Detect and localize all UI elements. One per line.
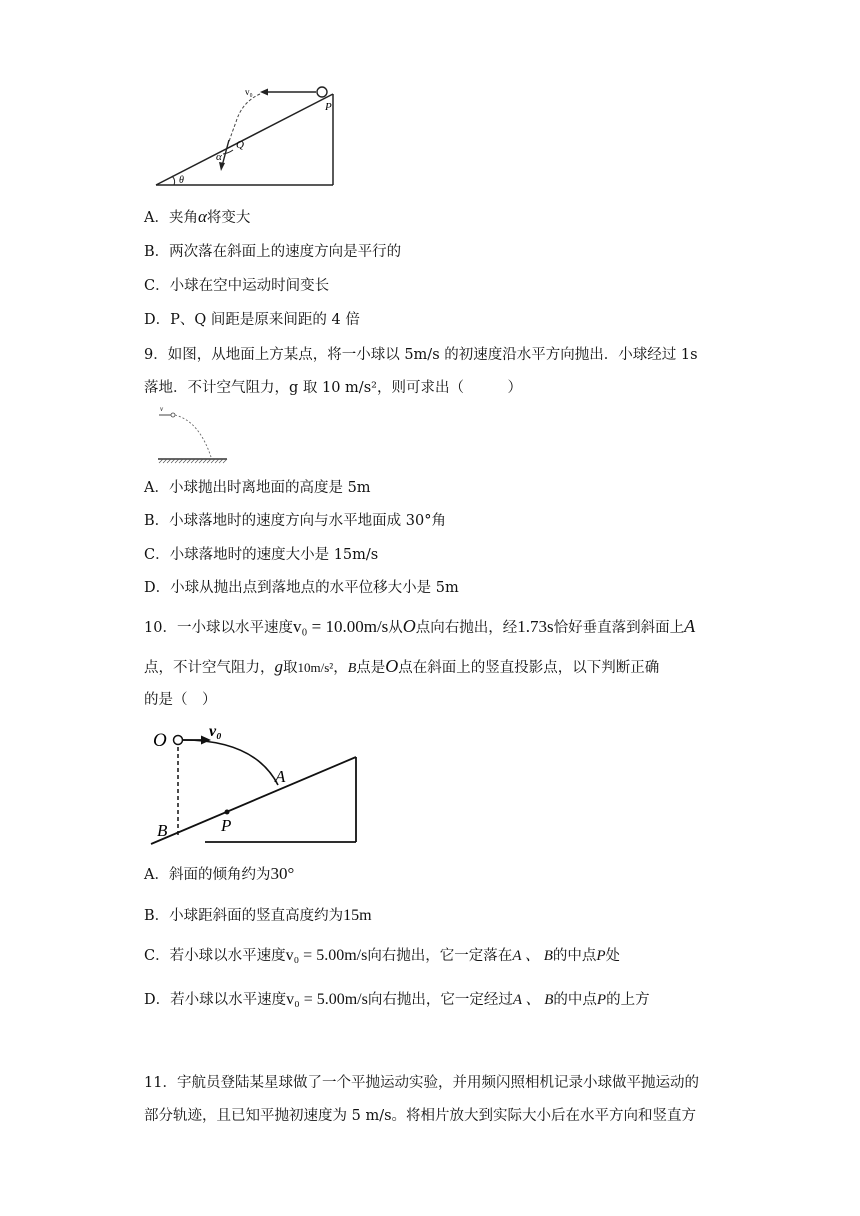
text: 点向右抛出，经 — [415, 620, 518, 636]
q8-option-d — [144, 310, 360, 330]
q8-option-c — [144, 276, 329, 296]
q9-stem-line1: 9．如图，从地面上方某点，将一小球以 5m/s 的初速度沿水平方向抛出．小球经过 1s — [144, 347, 698, 363]
v0-value: v₀ = 10.00m/s — [292, 617, 389, 636]
option-text: B．小球距斜面的竖直高度约为 — [144, 908, 344, 924]
q10-option-b — [144, 906, 372, 926]
label-theta: θ — [179, 175, 184, 186]
incline-slope — [156, 94, 333, 185]
v0-value: v₀ = 5.00m/s — [286, 991, 368, 1008]
angle-value: 30° — [270, 864, 295, 883]
option-text: 的上方 — [606, 992, 650, 1008]
q11-stem-line1: 11．宇航员登陆某星球做了一个平抛运动实验，并用频闪照相机记录小球做平抛运动的 — [144, 1075, 699, 1091]
option-text: P、Q 间距是原来间距的 4 倍 — [170, 312, 360, 328]
q10-option-a — [144, 864, 294, 885]
option-text: 向右抛出，它一定落在 — [367, 948, 513, 964]
text: 点在斜面上的竖直投影点，以下判断正确 — [398, 660, 660, 676]
point-P: P — [596, 948, 606, 964]
label-B: B — [157, 821, 168, 840]
g-value: 10m/s² — [297, 660, 334, 675]
height-value: 15m — [343, 907, 372, 924]
point-O: O — [385, 656, 399, 676]
text: 点是 — [356, 660, 386, 676]
trajectory — [229, 94, 260, 142]
q10-stem-line2 — [144, 656, 659, 679]
text: 取 — [283, 660, 298, 676]
label-Q: Q — [236, 139, 244, 151]
g-symbol: g — [274, 657, 283, 676]
text: 10．一小球以水平速度 — [144, 620, 293, 636]
label-v0: v₀ — [209, 723, 222, 740]
ball-start — [317, 87, 327, 97]
point-A: A — [684, 616, 696, 636]
q8-option-b — [144, 242, 401, 262]
points-AB: A 、 B — [512, 992, 554, 1008]
time-value: 1.73s — [517, 617, 554, 636]
q9-option-b: B．小球落地时的速度方向与水平地面成 30°角 — [144, 513, 446, 529]
q9-option-d: D．小球从抛出点到落地点的水平位移大小是 5m — [144, 580, 459, 596]
text: ， — [333, 660, 348, 676]
impact-arrowhead — [219, 162, 225, 171]
ball-O — [174, 736, 183, 745]
option-text: 处 — [605, 948, 621, 964]
option-text: 将变大 — [206, 210, 251, 226]
option-letter: D． — [144, 312, 171, 328]
projectile-figure-q9 — [155, 405, 230, 465]
point-B: B — [347, 661, 357, 676]
incline-figure-q10 — [145, 722, 370, 847]
q10-stem-line3: 的是（ ） — [144, 692, 217, 708]
option-text: 夹角 — [168, 210, 198, 226]
alpha-symbol: α — [197, 207, 207, 226]
trajectory — [183, 740, 278, 785]
option-text: 向右抛出，它一定经过 — [367, 992, 513, 1008]
q8-option-a — [144, 207, 250, 228]
option-letter: C． — [144, 278, 170, 294]
label-A: A — [275, 767, 286, 786]
q11-stem-line2: 部分轨迹，且已知平抛初速度为 5 m/s。将相片放大到实际大小后在水平方向和竖直方 — [144, 1108, 697, 1124]
option-text: C．若小球以水平速度 — [144, 948, 286, 964]
label-v0: v₀ — [245, 87, 253, 97]
label-O: O — [153, 730, 167, 751]
v0-value: v₀ = 5.00m/s — [285, 947, 368, 964]
v0-arrowhead — [260, 89, 268, 96]
option-letter: A． — [144, 210, 169, 226]
incline-figure-q8 — [150, 80, 350, 190]
text: 恰好垂直落到斜面上 — [553, 620, 685, 636]
point-O: O — [402, 616, 416, 636]
point-P: P — [596, 992, 607, 1008]
point-P — [225, 810, 230, 815]
label-P: P — [325, 101, 332, 113]
incline-slope — [151, 757, 356, 844]
q9-option-a: A．小球抛出时离地面的高度是 5m — [144, 480, 371, 496]
option-text: 两次落在斜面上的速度方向是平行的 — [169, 244, 402, 260]
option-text: A．斜面的倾角约为 — [144, 867, 271, 883]
option-letter: B． — [144, 244, 170, 260]
ball — [171, 413, 175, 417]
option-text: 小球在空中运动时间变长 — [169, 278, 330, 294]
label-v: v — [160, 405, 164, 413]
text: 从 — [388, 620, 403, 636]
option-text: 的中点 — [553, 992, 597, 1008]
option-text: 的中点 — [552, 948, 597, 964]
trajectory — [175, 415, 211, 457]
label-alpha: α — [216, 151, 222, 163]
q9-option-c: C．小球落地时的速度大小是 15m/s — [144, 547, 379, 563]
text: 点，不计空气阻力， — [144, 660, 275, 676]
q10-option-c — [144, 946, 620, 966]
label-P: P — [221, 816, 232, 835]
q10-option-d — [144, 990, 650, 1010]
q10-stem-line1 — [144, 616, 695, 638]
q9-stem-line2: 落地．不计空气阻力，g 取 10 m/s²，则可求出（ ） — [144, 380, 522, 396]
points-AB: A 、 B — [512, 948, 553, 964]
option-text: D．若小球以水平速度 — [144, 992, 287, 1008]
